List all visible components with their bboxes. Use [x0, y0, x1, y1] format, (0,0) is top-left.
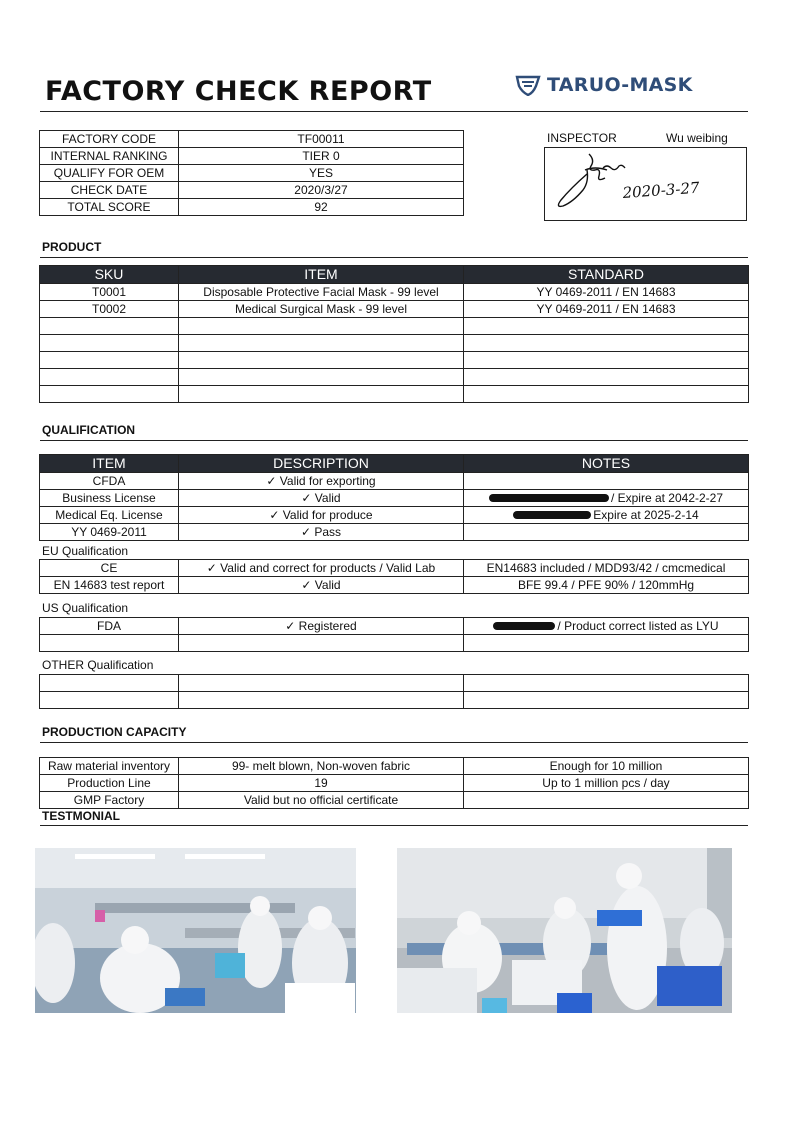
empty-cell	[40, 635, 179, 652]
qualification-row	[40, 507, 749, 524]
cell-text: ✓ Pass	[300, 524, 342, 539]
factory-field-value: 2020/3/27	[179, 182, 464, 199]
factory-field-label: FACTORY CODE	[40, 131, 179, 148]
factory-field-value: TIER 0	[179, 148, 464, 165]
cell-text: / Product correct listed as LYU	[557, 618, 719, 633]
table-cell	[179, 577, 464, 594]
empty-cell	[464, 675, 749, 692]
table-cell	[179, 301, 464, 318]
empty-cell	[464, 692, 749, 709]
table-cell	[179, 284, 464, 301]
eu-qualification-table	[39, 559, 749, 594]
factory-info-row	[40, 131, 464, 148]
table-cell	[179, 618, 464, 635]
eu-qualification-row	[40, 560, 749, 577]
cell-text: CFDA	[92, 473, 126, 488]
capacity-section-title: PRODUCTION CAPACITY	[42, 725, 187, 739]
cell-text: YY 0469-2011 / EN 14683	[536, 301, 676, 316]
cell-text: Expire at 2025-2-14	[593, 507, 699, 522]
table-cell	[179, 490, 464, 507]
empty-cell	[464, 352, 749, 369]
cell-text: / Expire at 2042-2-27	[610, 490, 724, 505]
empty-cell	[179, 318, 464, 335]
us-qualification-row	[40, 618, 749, 635]
inspector-name: Wu weibing	[666, 131, 728, 145]
column-header: STANDARD	[464, 266, 749, 284]
cell-text: 19	[314, 775, 328, 790]
cell-text: Valid but no official certificate	[243, 792, 399, 807]
table-cell	[179, 560, 464, 577]
factory-info-row	[40, 148, 464, 165]
inspector-label: INSPECTOR	[547, 131, 617, 145]
table-cell	[179, 524, 464, 541]
empty-cell	[40, 692, 179, 709]
testimonial-rule	[40, 825, 748, 826]
empty-cell	[179, 335, 464, 352]
column-header: ITEM	[40, 455, 179, 473]
table-cell	[464, 618, 749, 635]
cell-text: Business License	[62, 490, 156, 505]
eu-qualification-row	[40, 577, 749, 594]
signature-image	[545, 148, 745, 220]
factory-field-label: INTERNAL RANKING	[40, 148, 179, 165]
empty-cell	[464, 386, 749, 403]
table-cell	[179, 507, 464, 524]
table-cell	[40, 775, 179, 792]
product-section-title: PRODUCT	[42, 240, 102, 254]
table-cell	[464, 560, 749, 577]
product-row	[40, 284, 749, 301]
empty-cell	[179, 386, 464, 403]
table-cell	[464, 577, 749, 594]
qualification-row	[40, 490, 749, 507]
product-rule	[40, 257, 748, 258]
factory-info-row	[40, 199, 464, 216]
us-qualification-table	[39, 617, 749, 652]
empty-cell	[40, 318, 179, 335]
table-cell	[179, 775, 464, 792]
table-cell	[179, 792, 464, 809]
us-qualification-row-empty	[40, 635, 749, 652]
cell-text: Medical Eq. License	[55, 507, 163, 522]
redaction-mark	[489, 494, 609, 502]
cell-text: Production Line	[67, 775, 151, 790]
signature-box	[544, 147, 747, 221]
factory-field-value: YES	[179, 165, 464, 182]
factory-field-label: TOTAL SCORE	[40, 199, 179, 216]
cell-text: ✓ Registered	[285, 618, 357, 633]
other-qualification-table	[39, 674, 749, 709]
us-qualification-title: US Qualification	[42, 601, 129, 615]
table-cell	[464, 775, 749, 792]
cell-text: Raw material inventory	[47, 758, 171, 773]
table-cell	[40, 507, 179, 524]
cell-text: 99- melt blown, Non-woven fabric	[231, 758, 411, 773]
empty-cell	[40, 369, 179, 386]
table-cell	[464, 507, 749, 524]
factory-field-label: CHECK DATE	[40, 182, 179, 199]
empty-cell	[40, 386, 179, 403]
table-cell	[179, 758, 464, 775]
empty-cell	[179, 369, 464, 386]
table-cell	[464, 490, 749, 507]
empty-cell	[464, 635, 749, 652]
product-row-empty	[40, 318, 749, 335]
table-cell	[40, 473, 179, 490]
signature-date: 2020-3-27	[622, 178, 701, 202]
table-cell	[40, 792, 179, 809]
table-cell	[464, 524, 749, 541]
table-cell	[464, 758, 749, 775]
brand-logo	[515, 74, 693, 96]
empty-cell	[464, 369, 749, 386]
cell-text: ✓ Valid and correct for products / Valid Lab	[206, 560, 436, 575]
cell-text: Enough for 10 million	[549, 758, 663, 773]
brand-name: TARUO-MASK	[547, 74, 693, 96]
qualification-row	[40, 473, 749, 490]
empty-cell	[40, 335, 179, 352]
cell-text: YY 0469-2011	[71, 524, 147, 539]
other-qualification-title: OTHER Qualification	[42, 658, 154, 672]
factory-info-row	[40, 165, 464, 182]
cell-text: T0001	[91, 284, 127, 299]
table-cell	[40, 524, 179, 541]
cell-text: ✓ Valid for exporting	[266, 473, 376, 488]
factory-field-value: 92	[179, 199, 464, 216]
product-row-empty	[40, 386, 749, 403]
table-cell	[40, 301, 179, 318]
product-row-empty	[40, 352, 749, 369]
cell-text: EN 14683 test report	[53, 577, 165, 592]
empty-cell	[179, 635, 464, 652]
other-qualification-row-empty	[40, 692, 749, 709]
report-title: FACTORY CHECK REPORT	[45, 76, 432, 107]
product-table	[39, 265, 749, 403]
table-cell	[179, 473, 464, 490]
column-header: NOTES	[464, 455, 749, 473]
factory-field-label: QUALIFY FOR OEM	[40, 165, 179, 182]
column-header: SKU	[40, 266, 179, 284]
factory-field-value: TF00011	[179, 131, 464, 148]
qualification-row	[40, 524, 749, 541]
shield-logo-icon	[515, 74, 541, 96]
table-cell	[464, 284, 749, 301]
product-row	[40, 301, 749, 318]
qualification-section-title: QUALIFICATION	[42, 423, 136, 437]
table-cell	[464, 301, 749, 318]
eu-qualification-title: EU Qualification	[42, 544, 129, 558]
product-row-empty	[40, 335, 749, 352]
factory-info-table	[39, 130, 464, 216]
redaction-mark	[493, 622, 555, 630]
capacity-table	[39, 757, 749, 809]
product-row-empty	[40, 369, 749, 386]
empty-cell	[464, 318, 749, 335]
table-cell	[40, 284, 179, 301]
cell-text: GMP Factory	[73, 792, 145, 807]
factory-photo-1	[35, 848, 356, 1013]
cell-text: YY 0469-2011 / EN 14683	[536, 284, 676, 299]
cell-text: Disposable Protective Facial Mask - 99 level	[203, 284, 439, 299]
empty-cell	[179, 692, 464, 709]
cell-text: T0002	[91, 301, 127, 316]
cell-text: CE	[100, 560, 118, 575]
empty-cell	[40, 352, 179, 369]
empty-cell	[179, 352, 464, 369]
header-rule	[40, 111, 748, 112]
cell-text: ✓ Valid for produce	[269, 507, 373, 522]
table-cell	[464, 792, 749, 809]
cell-text: Up to 1 million pcs / day	[542, 775, 670, 790]
cell-text: ✓ Valid	[301, 577, 341, 592]
empty-cell	[464, 335, 749, 352]
other-qualification-row-empty	[40, 675, 749, 692]
column-header: DESCRIPTION	[179, 455, 464, 473]
empty-cell	[179, 675, 464, 692]
cell-text: FDA	[97, 618, 121, 633]
redaction-mark	[513, 511, 591, 519]
table-cell	[40, 618, 179, 635]
capacity-row	[40, 792, 749, 809]
table-cell	[40, 560, 179, 577]
table-cell	[40, 758, 179, 775]
capacity-row	[40, 758, 749, 775]
cell-text: ✓ Valid	[301, 490, 341, 505]
column-header: ITEM	[179, 266, 464, 284]
testimonial-section-title: TESTMONIAL	[42, 809, 120, 823]
table-cell	[464, 473, 749, 490]
cell-text: Medical Surgical Mask - 99 level	[234, 301, 408, 316]
empty-cell	[40, 675, 179, 692]
table-cell	[40, 490, 179, 507]
capacity-rule	[40, 742, 748, 743]
factory-info-row	[40, 182, 464, 199]
cell-text: EN14683 included / MDD93/42 / cmcmedical	[486, 560, 726, 575]
qualification-table	[39, 454, 749, 541]
table-cell	[40, 577, 179, 594]
capacity-row	[40, 775, 749, 792]
factory-photo-2	[397, 848, 732, 1013]
qualification-rule	[40, 440, 748, 441]
cell-text: BFE 99.4 / PFE 90% / 120mmHg	[517, 577, 695, 592]
